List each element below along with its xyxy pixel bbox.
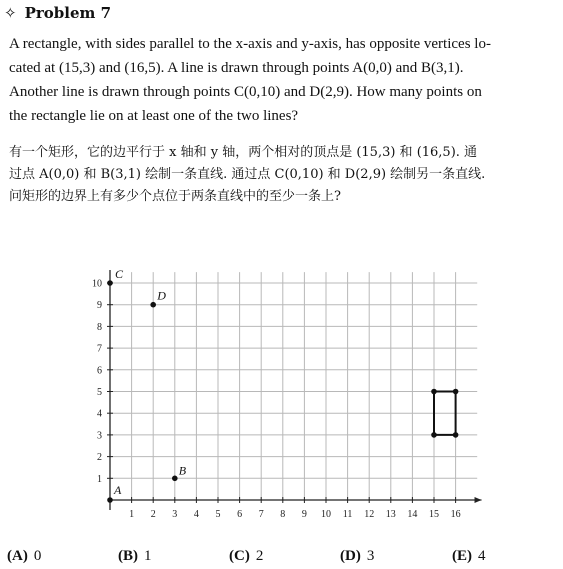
x-tick-label: 14: [407, 509, 418, 520]
point-label-d: D: [157, 288, 166, 303]
point-c: [107, 280, 113, 286]
chinese-line-2: 过点 A(0,0) 和 B(3,1) 绘制一条直线. 通过点 C(0,10) 和 D(2,9) 绘制另一条直线.: [9, 167, 486, 182]
choice-a-label: (A): [7, 548, 28, 564]
answer-choices: [0, 548, 563, 568]
x-tick-label: 4: [193, 509, 199, 520]
y-tick-label: 5: [97, 387, 102, 398]
choice-e-value: 4: [478, 548, 486, 564]
problem-title: Problem 7: [24, 4, 112, 22]
choice-e-label: (E): [452, 548, 472, 564]
choice-b-label: (B): [118, 548, 138, 564]
x-tick-label: 15: [429, 509, 439, 520]
x-axis-arrow: [475, 497, 482, 503]
x-tick-label: 5: [215, 509, 221, 520]
choice-c-value: 2: [255, 548, 264, 564]
y-tick-label: 4: [97, 408, 102, 420]
y-tick-label: 10: [92, 278, 102, 290]
choice-d-label: (D): [340, 548, 361, 564]
point-label-c: C: [115, 267, 124, 281]
y-tick-label: 2: [97, 452, 102, 464]
rectangle-vertex: [431, 432, 437, 438]
x-tick-label: 7: [258, 509, 264, 520]
y-tick-label: 8: [97, 321, 102, 333]
x-tick-label: 1: [129, 509, 135, 520]
english-line-1: A rectangle, with sides parallel to the x-axis and y-axis, has opposite vertices lo-: [9, 36, 491, 52]
point-label-a: A: [114, 483, 122, 497]
choice-a[interactable]: [7, 548, 41, 565]
point-d: [150, 302, 156, 308]
choice-d-value: 3: [366, 548, 375, 564]
english-line-4: the rectangle lie on at least one of the two lines?: [9, 108, 299, 124]
chinese-line-1: 有一个矩形，它的边平行于 x 轴和 y 轴，两个相对的顶点是 (15,3) 和 (16,5). 通: [9, 145, 478, 160]
rectangle-vertex: [431, 389, 437, 395]
y-tick-label: 1: [97, 473, 102, 485]
x-tick-label: 8: [280, 509, 286, 520]
y-tick-label: 3: [97, 430, 102, 442]
choice-b[interactable]: [118, 548, 152, 565]
rectangle-vertex: [453, 389, 459, 395]
point-a: [107, 497, 113, 503]
point-label-b: B: [178, 463, 187, 478]
x-tick-label: 10: [321, 509, 331, 520]
x-tick-label: 6: [237, 509, 243, 520]
x-tick-label: 9: [301, 509, 307, 520]
choice-e[interactable]: [452, 548, 486, 565]
choice-c-label: (C): [229, 548, 250, 564]
y-tick-label: 9: [97, 300, 102, 312]
choice-a-value: 0: [33, 548, 42, 564]
chinese-line-3: 问矩形的边界上有多少个点位于两条直线中的至少一条上?: [9, 189, 341, 204]
rectangle-vertex: [453, 432, 459, 438]
y-tick-label: 7: [97, 343, 102, 355]
point-b: [172, 476, 178, 482]
choice-c[interactable]: [229, 548, 263, 565]
x-tick-label: 16: [450, 509, 461, 520]
x-tick-label: 12: [364, 509, 375, 520]
y-tick-label: 6: [97, 365, 102, 377]
x-tick-label: 13: [385, 509, 396, 520]
choice-b-value: 1: [144, 548, 152, 564]
choice-d[interactable]: [340, 548, 374, 565]
x-tick-label: 11: [342, 509, 353, 520]
english-line-2: cated at (15,3) and (16,5). A line is drawn through points A(0,0) and B(3,1).: [9, 60, 464, 76]
x-tick-label: 2: [150, 509, 156, 520]
english-line-3: Another line is drawn through points C(0,10) and D(2,9). How many points on: [9, 84, 482, 100]
x-tick-label: 3: [172, 509, 178, 520]
diamond-icon: ✧: [4, 4, 17, 22]
